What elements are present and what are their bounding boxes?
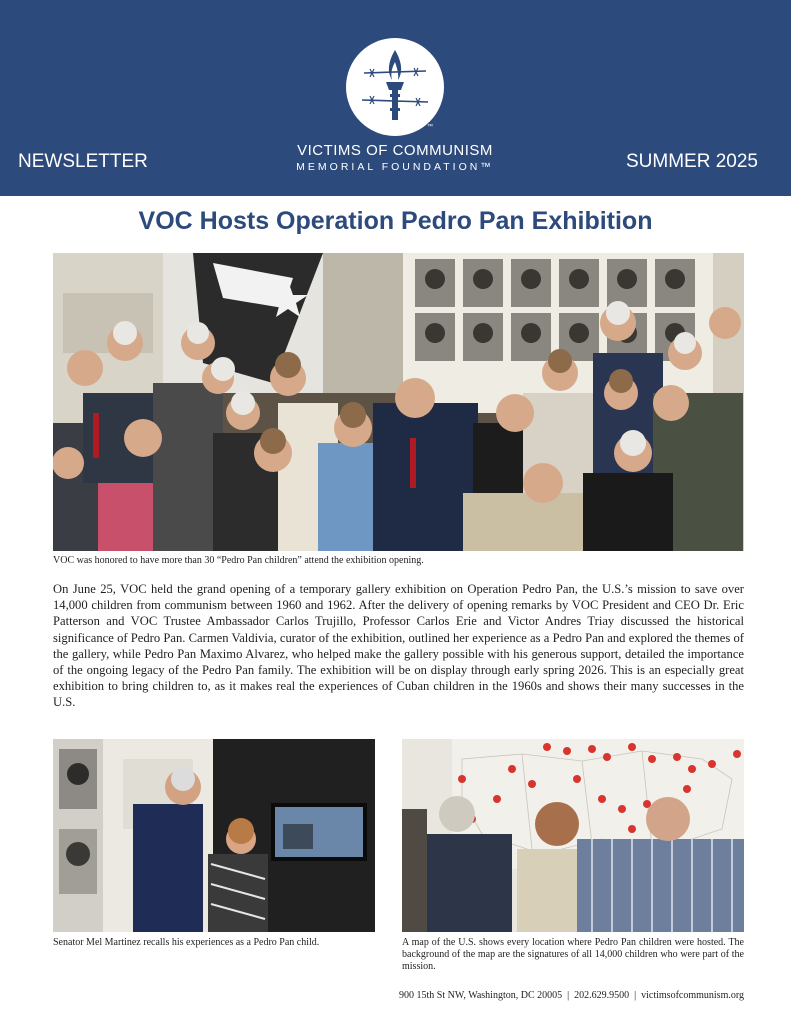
main-photo-caption: VOC was honored to have more than 30 “Pedro Pan children” attend the exhibition opening.: [53, 555, 424, 566]
article-body: On June 25, VOC held the grand opening of a temporary gallery exhibition on Operation Pedro Pan, the U.S.’s mission to save over 14,000 children from communism between 1960 and 1962. After the delivery of opening remarks by VOC President and CEO Dr. Eric Patterson and VOC Trustee Ambassador Carlos Trujillo, Professor Carlos Erie and Victor Andres Triay discussed the historical significance of Pedro Pan. Carmen Valdivia, curator of the exhibition, outlined her experience as a Pedro Pan and explored the themes of the gallery, while Pedro Pan Maximo Alvarez, who helped make the gallery possible with his generous support, detailed the importance of the ongoing legacy of the Pedro Pan family. The exhibition will be on display through early spring 2026. This is an especially great exhibition to bring children to, as it makes real the experiences of Cuban children in the 1960s and shows their many successes in the U.S.: [53, 582, 744, 710]
org-name-line2: MEMORIAL FOUNDATION™: [296, 161, 494, 173]
torch-barbed-wire-logo-icon: [346, 38, 444, 136]
trademark-mark: ™: [427, 124, 433, 130]
footer-contact: 900 15th St NW, Washington, DC 20005 | 202.629.9500 | victimsofcommunism.org: [399, 990, 744, 1001]
senator-photo: [53, 739, 375, 932]
article-title: VOC Hosts Operation Pedro Pan Exhibition: [138, 207, 653, 235]
group-photo: [53, 253, 744, 551]
map-photo: [402, 739, 744, 932]
org-name-line1: VICTIMS OF COMMUNISM: [297, 142, 493, 159]
issue-label: SUMMER 2025: [626, 151, 758, 172]
senator-photo-caption: Senator Mel Martinez recalls his experiences as a Pedro Pan child.: [53, 937, 320, 948]
map-photo-caption: A map of the U.S. shows every location where Pedro Pan children were hosted. The background of the map are the signatures of all 14,000 children who were part of the mission.: [402, 937, 744, 972]
newsletter-label: NEWSLETTER: [18, 151, 148, 172]
newsletter-header: [0, 0, 791, 196]
